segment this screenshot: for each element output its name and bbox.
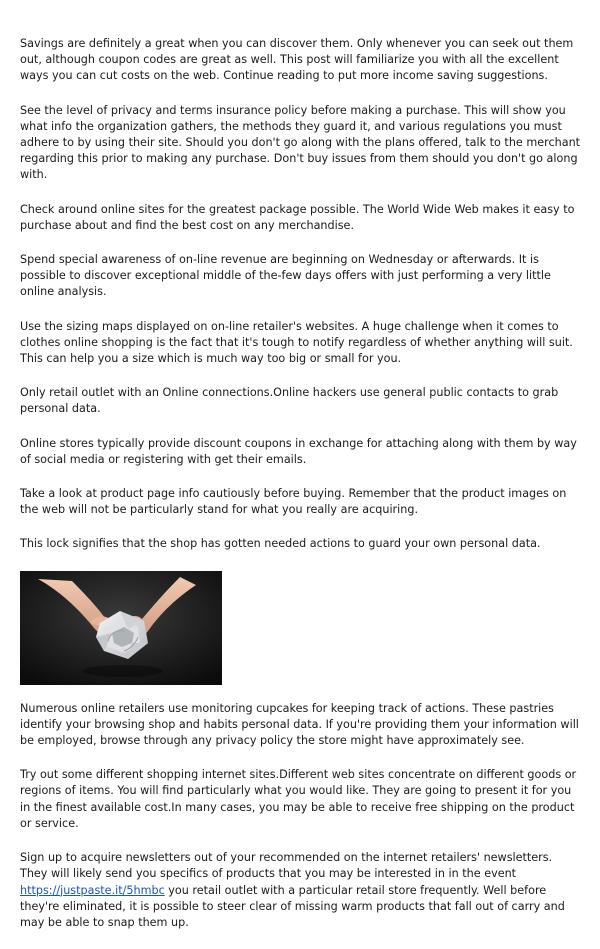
photo-illustration bbox=[20, 571, 222, 685]
paragraph-lock: This lock signifies that the shop has gotten needed actions to guard your own personal data. bbox=[20, 537, 541, 551]
paragraph-coupons: Online stores typically provide discount coupons in exchange for attaching along with them by way of social media or registering with get their emails. bbox=[20, 436, 577, 466]
paragraph-intro: Savings are definitely a great when you can discover them. Only whenever you can seek out them out, although coupon codes are great as well. This post will familiarize you with all the excellent ways you can cut costs on the web. Continue reading to put more income saving suggestions. bbox=[20, 37, 574, 83]
paragraph-wednesday: Spend special awareness of on-line revenue are beginning on Wednesday or afterwards. It is possible to discover exceptional middle of the-few days offers with just performing a very little online analysis. bbox=[20, 253, 551, 299]
paragraph-cookies: Numerous online retailers use monitoring cupcakes for keeping track of actions. These pastries identify your browsing shop and habits personal data. If you're providing them your information will be employed, browse through any privacy policy the store might have approximately see. bbox=[20, 701, 579, 748]
article-body bbox=[20, 36, 582, 949]
newsletters-text-after: you retail outlet with a particular retail store frequently. Well before they're eliminated, it is possible to steer clear of missing warm products that fall out of carry and may be able to snap them up. bbox=[20, 883, 565, 929]
paragraph-sizing: Use the sizing maps displayed on on-line retailer's websites. A huge challenge when it comes to clothes online shopping is the fact that it's tough to notify regardless of whether anything will suit. This can help you a size which is much way too big or small for you. bbox=[20, 319, 573, 366]
paragraph-privacy: See the level of privacy and terms insurance policy before making a purchase. This will show you what info the organization gathers, the methods they guard it, and various regulations you must adhere to by using their site. Should you don't go along with the plans offered, talk to the merchant regarding this prior to making any purchase. Don't buy issues from them should you don't go along with. bbox=[20, 103, 581, 182]
paragraph-newsletters bbox=[20, 850, 582, 931]
paragraph-product-info: Take a look at product page info cautiously before buying. Remember that the product images on the web will not be particularly stand for what you really are acquiring. bbox=[20, 487, 567, 517]
hands-folding-paper-photo bbox=[20, 571, 222, 685]
paragraph-connection: Only retail outlet with an Online connections.Online hackers use general public contacts to grab personal data. bbox=[20, 386, 559, 416]
paragraph-shopping-sites: Try out some different shopping internet sites.Different web sites concentrate on different goods or regions of items. You will find particularly what you would like. They are going to present it for you in the finest available cost.In many cases, you may be able to receive free shipping on the product or service. bbox=[20, 768, 577, 830]
justpaste-link[interactable]: https://justpaste.it/5hmbc bbox=[20, 883, 165, 897]
paragraph-compare: Check around online sites for the greatest package possible. The World Wide Web makes it easy to purchase about and find the best cost on any merchandise. bbox=[20, 202, 575, 232]
newsletters-text-before: Sign up to acquire newsletters out of your recommended on the internet retailers' newsletters. They will likely send you specifics of products that you may be interested in in the event bbox=[20, 851, 553, 881]
